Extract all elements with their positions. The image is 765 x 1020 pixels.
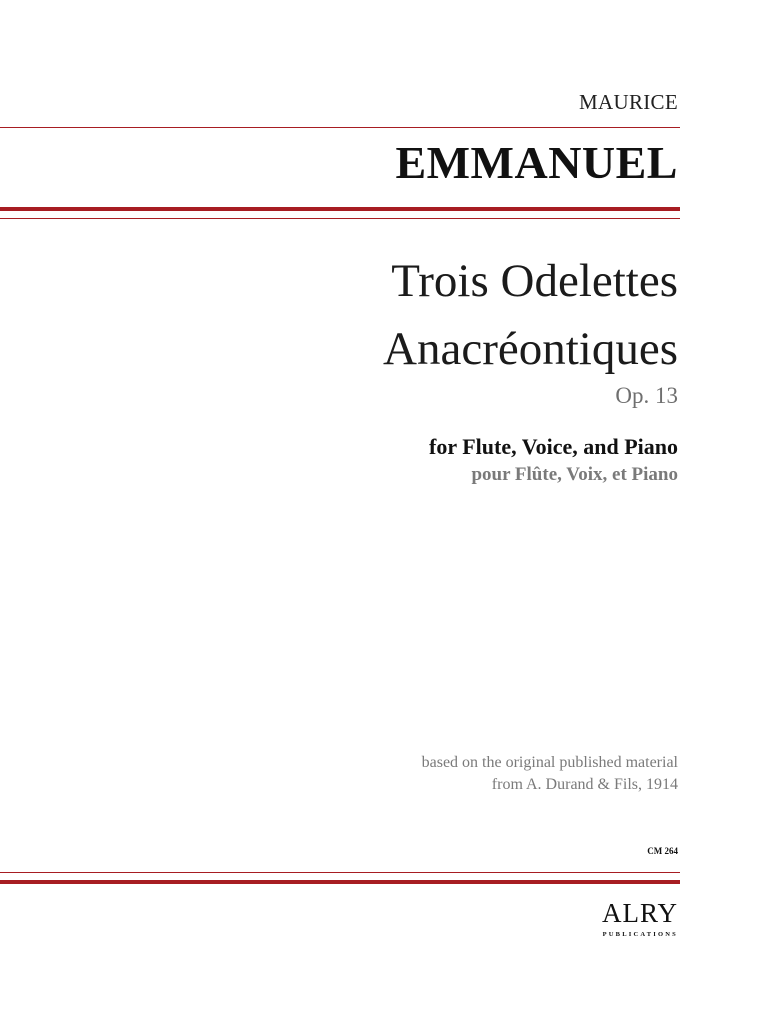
source-note-line-2: from A. Durand & Fils, 1914 <box>491 776 678 793</box>
divider-line-thick <box>0 880 680 884</box>
publisher-logo-text: ALRY <box>601 898 678 928</box>
divider-line <box>0 218 680 219</box>
instrumentation-french: pour Flûte, Voix, et Piano <box>471 464 678 485</box>
divider-line-thick <box>0 207 680 211</box>
divider-line <box>0 127 680 128</box>
composer-first-name: MAURICE <box>579 90 678 114</box>
publisher-logo-subtext: PUBLICATIONS <box>602 931 678 938</box>
divider-line <box>0 872 680 873</box>
composer-last-name: EMMANUEL <box>395 137 678 188</box>
source-note-line-1: based on the original published material <box>421 754 678 771</box>
instrumentation-english: for Flute, Voice, and Piano <box>429 434 678 459</box>
work-title-line-2: Anacréontiques <box>383 323 678 375</box>
work-title-line-1: Trois Odelettes <box>391 255 678 307</box>
catalog-number: CM 264 <box>647 846 678 856</box>
opus-number: Op. 13 <box>615 383 678 408</box>
publisher-logo <box>582 900 678 942</box>
